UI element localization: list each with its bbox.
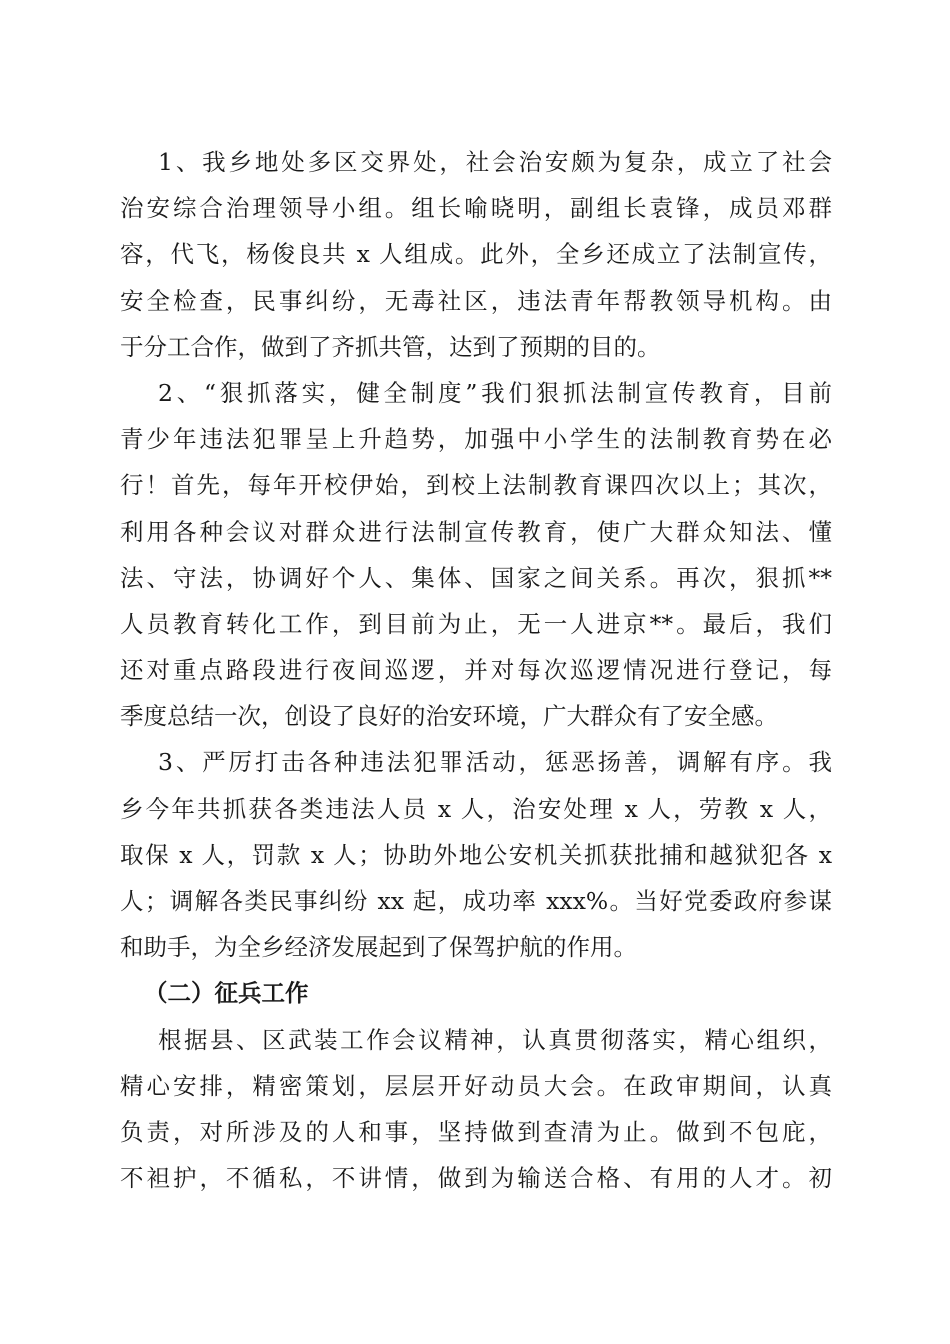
paragraph-line: 季度总结一次，创设了良好的治安环境，广大群众有了安全感。 <box>120 702 778 731</box>
paragraph-line: 取保 x 人，罚款 x 人；协助外地公安机关抓获批捕和越狱犯各 x <box>120 840 832 869</box>
paragraph-line: 青少年违法犯罪呈上升趋势，加强中小学生的法制教育势在必 <box>120 425 832 454</box>
paragraph-line: 行！首先，每年开校伊始，到校上法制教育课四次以上；其次， <box>120 471 832 500</box>
paragraph-line: 2、“狠抓落实，健全制度”我们狠抓法制宣传教育，目前 <box>158 378 832 407</box>
paragraph-3 <box>120 739 832 970</box>
paragraph-line: 还对重点路段进行夜间巡逻，并对每次巡逻情况进行登记，每 <box>120 656 832 685</box>
paragraph-line: 安全检查，民事纠纷，无毒社区，违法青年帮教领导机构。由 <box>120 286 832 315</box>
paragraph-line: 不袒护，不循私，不讲情，做到为输送合格、有用的人才。初 <box>120 1164 832 1193</box>
paragraph-line: 1、我乡地处多区交界处，社会治安颇为复杂，成立了社会 <box>158 148 832 176</box>
paragraph-line: 负责，对所涉及的人和事，坚持做到查清为止。做到不包庇， <box>120 1117 832 1146</box>
paragraph-line: 人员教育转化工作，到目前为止，无一人进京**。最后，我们 <box>120 609 832 638</box>
paragraph-line: 容，代飞，杨俊良共 x 人组成。此外，全乡还成立了法制宣传， <box>120 240 832 269</box>
paragraph-line: 3、严厉打击各种违法犯罪活动，惩恶扬善，调解有序。我 <box>158 748 832 777</box>
paragraph-line: 乡今年共抓获各类违法人员 x 人，治安处理 x 人，劳教 x 人， <box>120 794 832 823</box>
paragraph-1 <box>120 139 832 370</box>
document-body <box>120 139 832 1201</box>
paragraph-line: 根据县、区武装工作会议精神，认真贯彻落实，精心组织， <box>158 1025 832 1054</box>
section-paragraph <box>120 1017 832 1202</box>
paragraph-line: 治安综合治理领导小组。组长喻晓明，副组长袁锋，成员邓群 <box>120 194 832 223</box>
section-heading: （二）征兵工作 <box>144 979 309 1008</box>
paragraph-line: 利用各种会议对群众进行法制宣传教育，使广大群众知法、懂 <box>120 517 832 546</box>
paragraph-line: 和助手，为全乡经济发展起到了保驾护航的作用。 <box>120 933 637 962</box>
paragraph-line: 精心安排，精密策划，层层开好动员大会。在政审期间，认真 <box>120 1071 832 1100</box>
paragraph-line: 人；调解各类民事纠纷 xx 起，成功率 xxx%。当好党委政府参谋 <box>120 887 832 915</box>
paragraph-line: 法、守法，协调好个人、集体、国家之间关系。再次，狠抓** <box>120 563 832 592</box>
paragraph-2 <box>120 370 832 740</box>
paragraph-line: 于分工合作，做到了齐抓共管，达到了预期的目的。 <box>120 332 661 361</box>
